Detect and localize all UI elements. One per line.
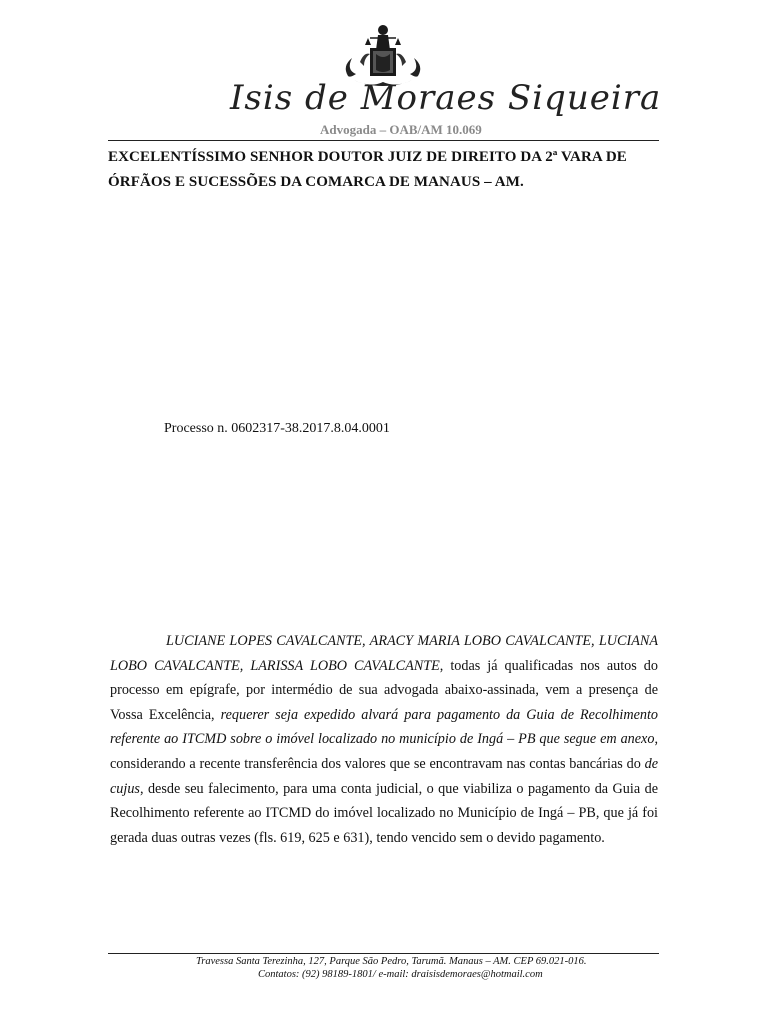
petition-body (110, 629, 658, 850)
footer-contacts: Contatos: (92) 98189-1801/ e-mail: draisisdemoraes@hotmail.com (258, 969, 543, 980)
footer-address: Travessa Santa Terezinha, 127, Parque São Pedro, Tarumã. Manaus – AM. CEP 69.021-016. (196, 956, 587, 967)
de-cujus-text: de cujus (110, 755, 658, 797)
petition-paragraph (110, 629, 658, 850)
body-text-3: , desde seu falecimento, para uma conta judicial, o que viabiliza o pagamento da Guia de Recolhimento referente ao ITCMD do imóvel localizado no Município de Ingá – PB, que já foi gerada duas outras vezes (fls. 619, 625 e 631), tendo vencido sem o devido pagamento. (110, 780, 658, 846)
addressee-line-2: ÓRFÃOS E SUCESSÕES DA COMARCA DE MANAUS – AM. (108, 174, 524, 190)
signature-logo: Isis de Moraes Siqueira (230, 78, 662, 118)
header-divider (108, 140, 659, 141)
oab-subtitle: Advogada – OAB/AM 10.069 (320, 122, 482, 137)
process-number: Processo n. 0602317-38.2017.8.04.0001 (164, 421, 390, 436)
addressee-line-1: EXCELENTÍSSIMO SENHOR DOUTOR JUIZ DE DIREITO DA 2ª VARA DE (108, 149, 627, 165)
body-text-2: , considerando a recente transferência dos valores que se encontravam nas contas bancárias do (110, 731, 658, 772)
parties-names: LUCIANE LOPES CAVALCANTE, ARACY MARIA LOBO CAVALCANTE, LUCIANA LOBO CAVALCANTE, LARISSA LOBO CAVALCANTE (110, 633, 658, 674)
request-text: requerer seja expedido alvará para pagamento da Guia de Recolhimento referente ao ITCMD sobre o imóvel localizado no município de Ingá – PB que segue em anexo (110, 706, 659, 748)
addressee-heading (108, 145, 659, 195)
letterhead (0, 0, 768, 150)
body-text-1: , todas já qualificadas nos autos do processo em epígrafe, por intermédio de sua advogada abaixo-assinada, vem a presença de Vossa Excelência, (110, 657, 658, 723)
footer-divider (108, 953, 659, 954)
